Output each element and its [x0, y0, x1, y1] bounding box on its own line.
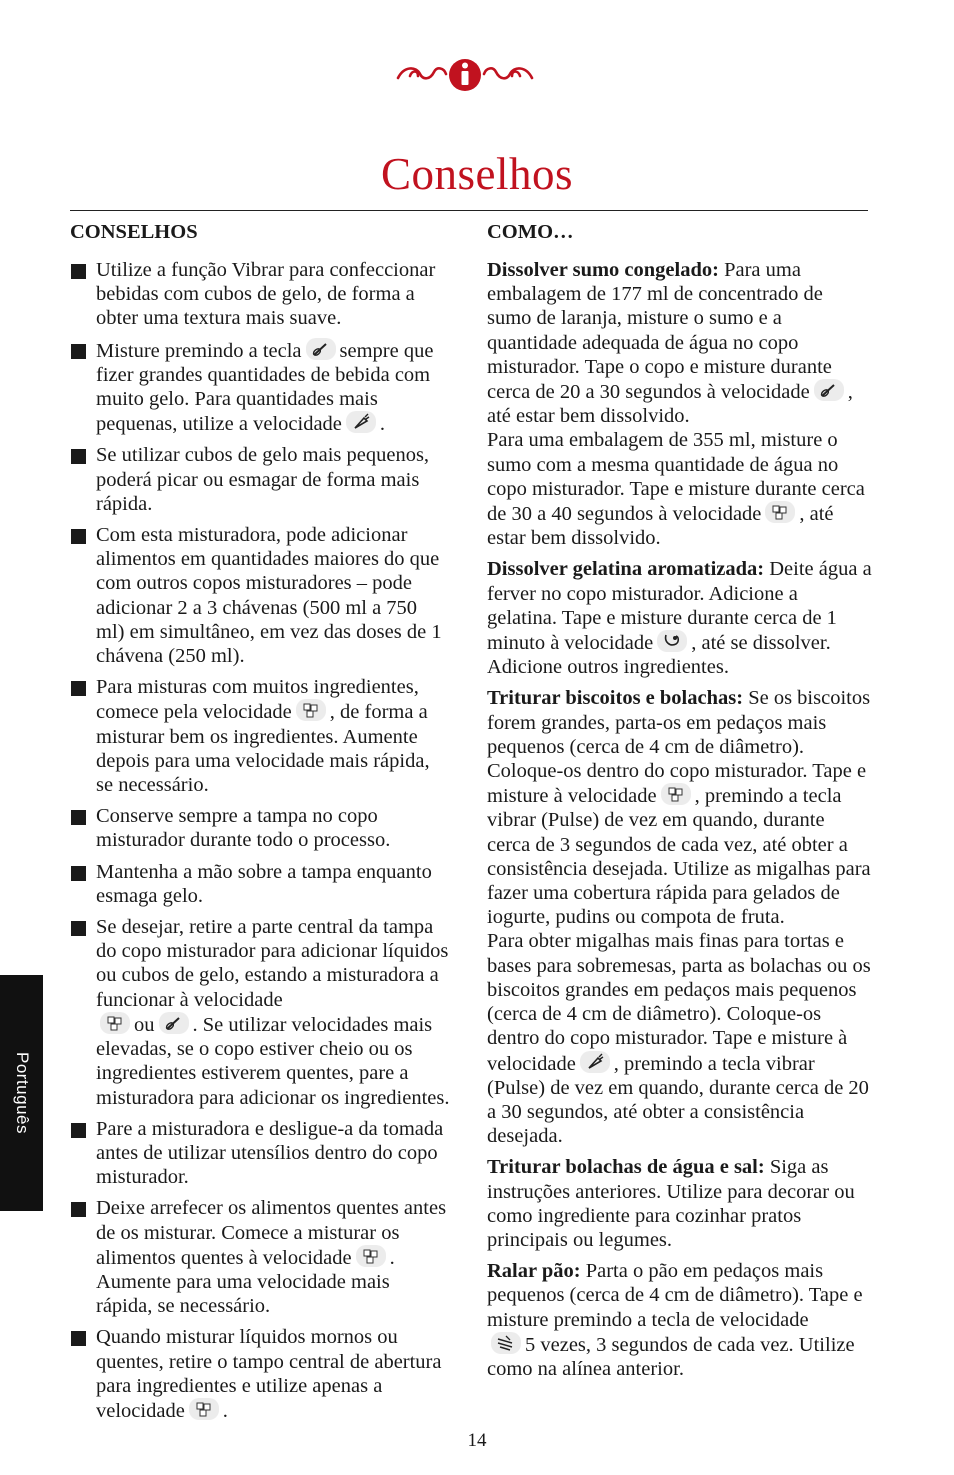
bullet-square-icon	[71, 529, 86, 544]
ice-speed-icon	[765, 501, 795, 523]
bullet-square-icon	[71, 921, 86, 936]
ice-speed-icon	[189, 1398, 219, 1420]
bullet-square-icon	[71, 866, 86, 881]
spoon-speed-icon	[657, 630, 687, 652]
paragraph-cookies: Triturar biscoitos e bolachas: Se os biscoitos forem grandes, parta-os em pedaços mais pequenos (cerca de 4 cm de diâmetro). Coloque-os dentro do copo misturador. Tape e misture à velocidade , premindo a tecla vibrar (Pulse) de vez em quando, durante cerca de 3 segundos de cada vez, até obter a consistência desejada. Utilize as migalhas para fazer uma cobertura rápida para gelados de iogurte, pudins ou compota de fruta. Para obter migalhas mais finas para tortas e bases para sobremesas, parta as bolachas ou os biscoitos grandes em pedaços mais pequenos (cerca de 4 cm de diâmetro). Coloque-os dentro do copo misturador. Tape e misture à velocidade , premindo a tecla vibrar (Pulse) de vez em quando, durante cerca de 20 a 30 segundos, até obter a consistência desejada.	[487, 687, 871, 1148]
page-title: Conselhos	[380, 149, 573, 199]
list-item: Se desejar, retire a parte central da tampa do copo misturador para adicionar líquidos ou cubos de gelo, estando a misturadora a funcionar à velocidade ou . Se utilizar velocidades mais elevadas, se o copo estiver cheio ou os ingredientes estiverem quentes, pare a misturadora para adicionar os ingredientes.	[70, 915, 450, 1110]
paragraph-frozen-juice: Dissolver sumo congelado: Para uma embalagem de 177 ml de concentrado de sumo de laranja, misture o sumo e a quantidade adequada de água no copo misturador. Tape o copo e misture durante cerca de 20 a 30 segundos à velocidade , até estar bem dissolvido. Para uma embalagem de 355 ml, misture o sumo com a mesma quantidade de água no copo misturador. Tape e misture durante cerca de 30 a 40 segundos à velocidade , até estar bem dissolvido.	[487, 259, 865, 550]
list-item: Para misturas com muitos ingredientes, comece pela velocidade , de forma a misturar bem os ingredientes. Aumente depois para uma velocidade mais rápida, se necessário.	[70, 675, 450, 797]
ice-speed-icon	[100, 1012, 130, 1034]
paragraph-gelatin: Dissolver gelatina aromatizada: Deite água a ferver no copo misturador. Adicione a gelatina. Tape e misture durante cerca de 1 minuto à velocidade , até se dissolver. Adicione outros ingredientes.	[487, 558, 872, 679]
how-to-column	[487, 218, 872, 1388]
carrot-speed-icon	[346, 411, 376, 433]
bullet-square-icon	[71, 344, 86, 359]
ice-speed-icon	[661, 783, 691, 805]
tips-column	[70, 218, 450, 1430]
grater-speed-icon	[491, 1332, 521, 1354]
list-item: Misture premindo a tecla sempre que fizer grandes quantidades de bebida com muito gelo. Para quantidades mais pequenas, utilize a velocidade .	[70, 338, 450, 437]
whisk-speed-icon	[814, 379, 844, 401]
paragraph-crackers: Triturar bolachas de água e sal: Siga as instruções anteriores. Utilize para decorar ou como ingrediente para cozinhar pratos principais ou legumes.	[487, 1156, 855, 1251]
bullet-square-icon	[71, 681, 86, 696]
tips-heading: CONSELHOS	[70, 221, 198, 243]
list-item: Conserve sempre a tampa no copo misturador durante todo o processo.	[70, 804, 450, 852]
list-item: Mantenha a mão sobre a tampa enquanto esmaga gelo.	[70, 860, 450, 908]
list-item: Deixe arrefecer os alimentos quentes antes de os misturar. Comece a misturar os alimentos quentes à velocidade . Aumente para uma velocidade mais rápida, se necessário.	[70, 1196, 450, 1318]
list-item: Utilize a função Vibrar para confeccionar bebidas com cubos de gelo, de forma a obter uma textura mais suave.	[70, 258, 450, 331]
list-item: Se utilizar cubos de gelo mais pequenos, poderá picar ou esmagar de forma mais rápida.	[70, 443, 450, 516]
carrot-speed-icon	[580, 1051, 610, 1073]
ice-speed-icon	[356, 1245, 386, 1267]
paragraph-breadcrumbs: Ralar pão: Parta o pão em pedaços mais pequenos (cerca de 4 cm de diâmetro). Tape e misture premindo a tecla de velocidade 5 vezes, 3 segundos de cada vez. Utilize como na alínea anterior.	[487, 1260, 863, 1380]
page-number: 14	[467, 1430, 487, 1451]
list-item: Com esta misturadora, pode adicionar alimentos em quantidades maiores do que com outros copos misturadores – pode adicionar 2 a 3 chávenas (500 ml a 750 ml) em simultâneo, em vez das doses de 1 chávena (250 ml).	[70, 523, 450, 668]
list-item: Quando misturar líquidos mornos ou quentes, retire o tampo central de abertura para ingredientes e utilize apenas a velocidade .	[70, 1325, 450, 1423]
how-to-heading: COMO…	[487, 221, 574, 243]
bullet-square-icon	[71, 810, 86, 825]
language-tab: Português	[0, 975, 43, 1211]
bullet-square-icon	[71, 1331, 86, 1346]
bullet-square-icon	[71, 449, 86, 464]
bullet-square-icon	[71, 1123, 86, 1138]
whisk-speed-icon	[159, 1012, 189, 1034]
tips-list	[70, 258, 450, 1423]
ice-speed-icon	[296, 699, 326, 721]
bullet-square-icon	[71, 1202, 86, 1217]
title-divider	[70, 210, 868, 211]
list-item: Pare a misturadora e desligue-a da tomada antes de utilizar utensílios dentro do copo misturador.	[70, 1117, 450, 1190]
info-ornament-icon	[390, 56, 540, 94]
whisk-speed-icon	[306, 338, 336, 360]
bullet-square-icon	[71, 264, 86, 279]
